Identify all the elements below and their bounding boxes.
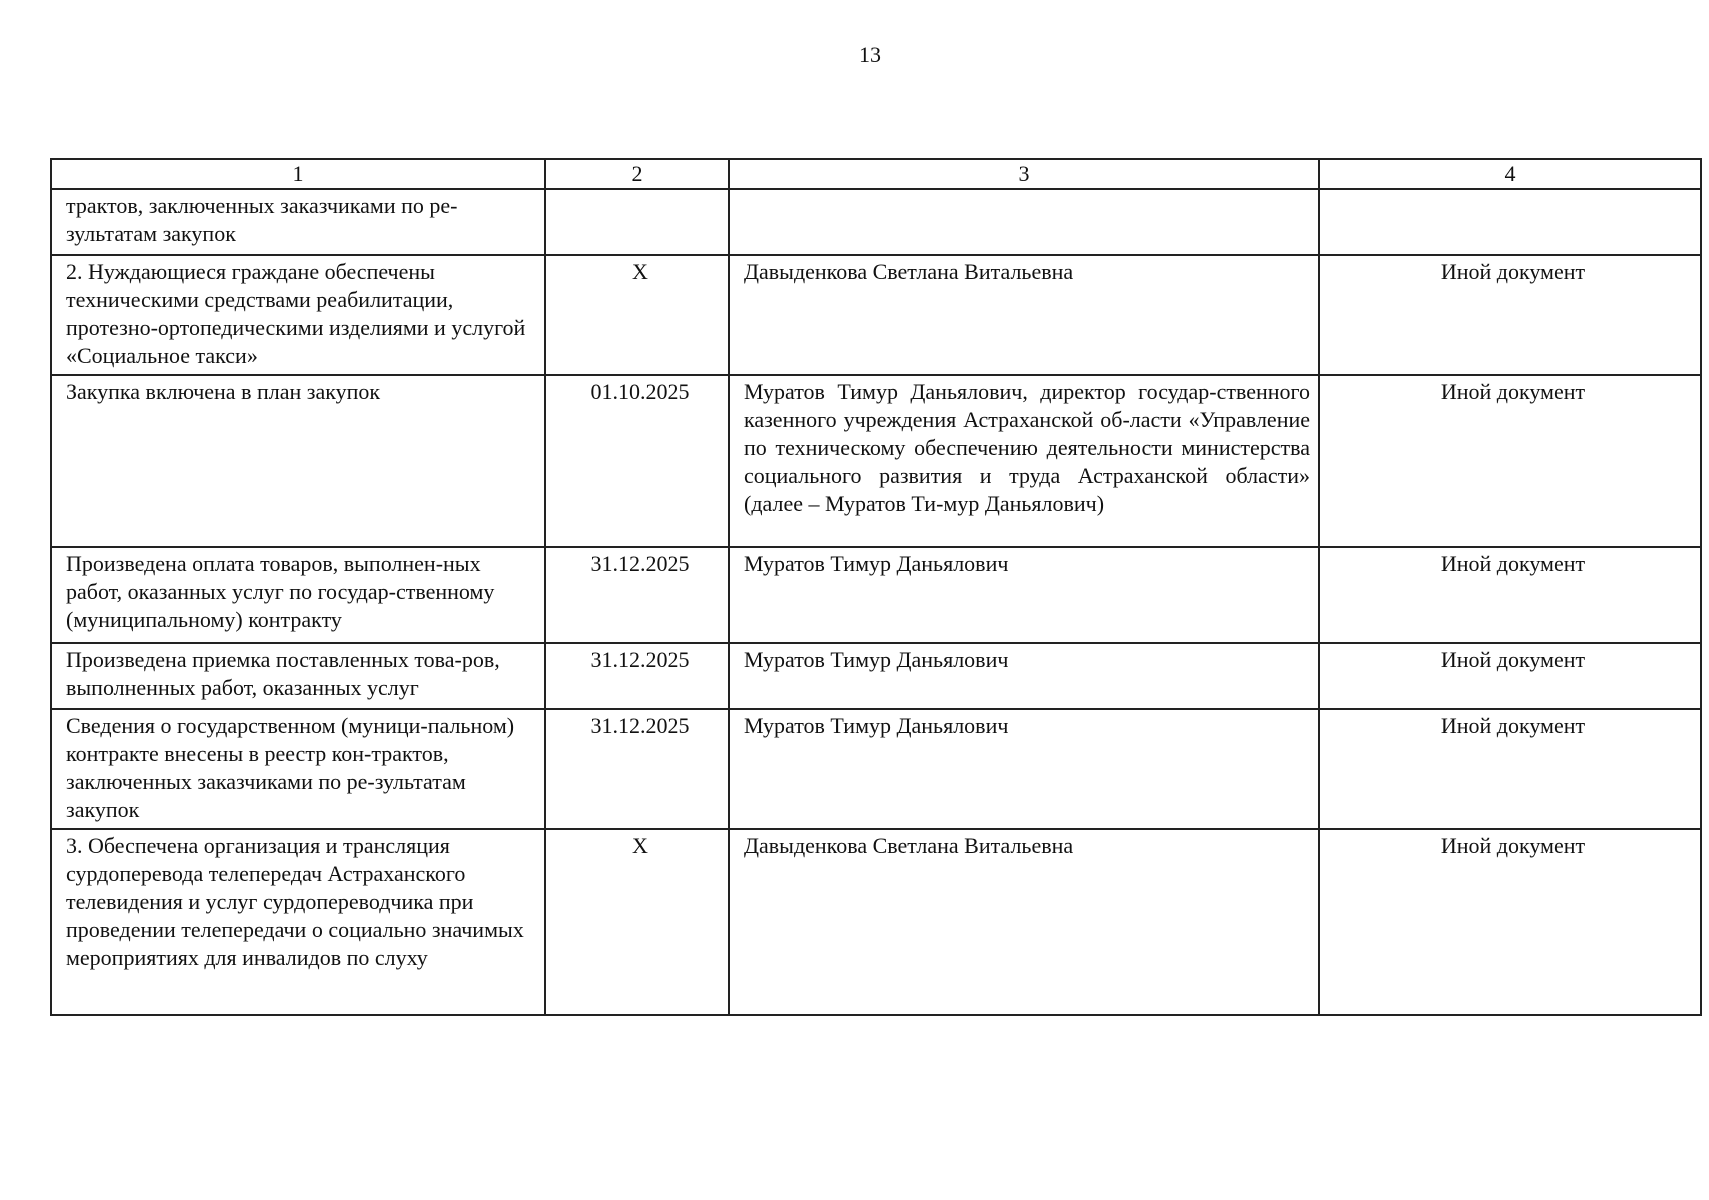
document-cell <box>1319 189 1701 255</box>
table-row <box>51 255 1701 375</box>
event-cell: Произведена приемка поставленных това-ров, выполненных работ, оказанных услуг <box>51 643 545 709</box>
date-cell: 31.12.2025 <box>545 709 729 829</box>
event-cell: 3. Обеспечена организация и трансляция сурдоперевода телепередач Астраханского телевидения и услуг сурдопереводчика при проведении телепередачи о социально значимых мероприятиях для инвалидов по слуху <box>51 829 545 1015</box>
document-cell: Иной документ <box>1319 643 1701 709</box>
event-cell: Произведена оплата товаров, выполнен-ных работ, оказанных услуг по государ-ственному (муниципальному) контракту <box>51 547 545 643</box>
column-header-1: 1 <box>51 159 545 189</box>
responsible-cell: Муратов Тимур Даньялович <box>729 547 1319 643</box>
event-cell: 2. Нуждающиеся граждане обеспечены техническими средствами реабилитации, протезно-ортопедическими изделиями и услугой «Социальное такси» <box>51 255 545 375</box>
document-cell: Иной документ <box>1319 829 1701 1015</box>
table-row <box>51 643 1701 709</box>
column-header-3: 3 <box>729 159 1319 189</box>
responsible-cell: Муратов Тимур Даньялович <box>729 643 1319 709</box>
table-row <box>51 547 1701 643</box>
responsible-cell: Муратов Тимур Даньялович <box>729 709 1319 829</box>
date-cell: X <box>545 255 729 375</box>
document-table <box>50 158 1702 1016</box>
event-cell: трактов, заключенных заказчиками по ре-зультатам закупок <box>51 189 545 255</box>
date-cell: 31.12.2025 <box>545 547 729 643</box>
document-cell: Иной документ <box>1319 547 1701 643</box>
document-cell: Иной документ <box>1319 375 1701 547</box>
event-cell: Закупка включена в план закупок <box>51 375 545 547</box>
column-header-4: 4 <box>1319 159 1701 189</box>
date-cell: 01.10.2025 <box>545 375 729 547</box>
table-row <box>51 829 1701 1015</box>
column-header-2: 2 <box>545 159 729 189</box>
event-cell: Сведения о государственном (муници-пальном) контракте внесены в реестр кон-трактов, заключенных заказчиками по ре-зультатам закупок <box>51 709 545 829</box>
date-cell <box>545 189 729 255</box>
page-number: 13 <box>859 42 881 67</box>
table-row <box>51 709 1701 829</box>
document-cell: Иной документ <box>1319 709 1701 829</box>
responsible-cell: Давыденкова Светлана Витальевна <box>729 255 1319 375</box>
table-row <box>51 375 1701 547</box>
date-cell: X <box>545 829 729 1015</box>
responsible-cell <box>729 189 1319 255</box>
table-row <box>51 189 1701 255</box>
responsible-cell: Давыденкова Светлана Витальевна <box>729 829 1319 1015</box>
responsible-cell: Муратов Тимур Даньялович, директор государ-ственного казенного учреждения Астраханской об-ласти «Управление по техническому обеспечению деятельности министерства социального развития и труда Астраханской области» (далее – Муратов Ти-мур Даньялович) <box>729 375 1319 547</box>
table-header-row <box>51 159 1701 189</box>
date-cell: 31.12.2025 <box>545 643 729 709</box>
document-cell: Иной документ <box>1319 255 1701 375</box>
